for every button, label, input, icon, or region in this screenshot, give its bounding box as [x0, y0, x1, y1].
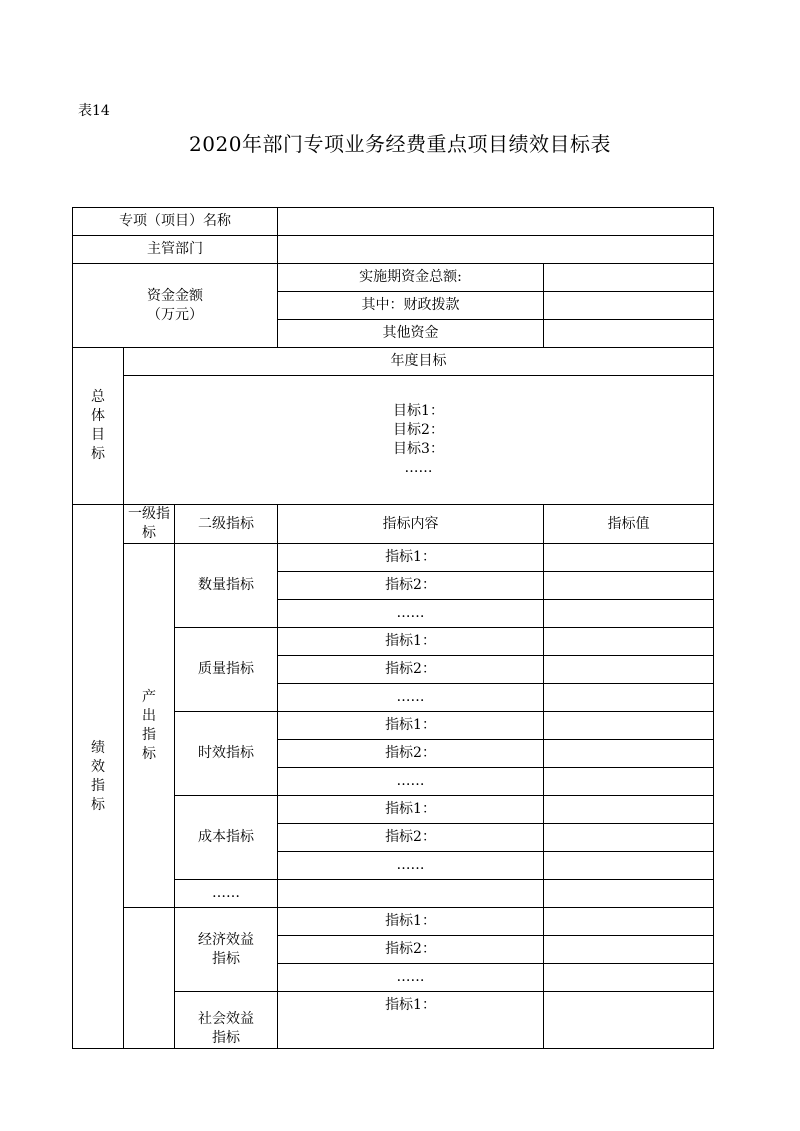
funds-total-value[interactable]	[544, 264, 714, 292]
indicator-item[interactable]: 指标2：	[278, 936, 544, 964]
funds-fiscal-label: 其中：财政拨款	[278, 292, 544, 320]
indicator-value[interactable]	[544, 852, 714, 880]
goal-line: 目标1：	[393, 403, 444, 419]
indicator-value[interactable]	[544, 964, 714, 992]
goal-line: 目标2：	[393, 422, 444, 438]
funds-total-label: 实施期资金总额:	[278, 264, 544, 292]
cost-indicator: 成本指标	[175, 796, 278, 880]
indicator-item[interactable]: 指标1：	[278, 628, 544, 656]
indicator-item[interactable]: 指标1：	[278, 992, 544, 1049]
performance-goal-table	[72, 207, 714, 1049]
output-indicator-label: 产 出 指 标	[124, 544, 175, 908]
indicator-value[interactable]	[544, 544, 714, 572]
indicator-item[interactable]: 指标1：	[278, 908, 544, 936]
indicator-item[interactable]: 指标2：	[278, 740, 544, 768]
goal-line: ……	[404, 460, 433, 476]
overall-goal-label: 总 体 目 标	[73, 348, 124, 505]
timeliness-indicator: 时效指标	[175, 712, 278, 796]
level2-header: 二级指标	[175, 505, 278, 544]
funds-other-label: 其他资金	[278, 320, 544, 348]
indicator-value[interactable]	[544, 712, 714, 740]
indicator-item[interactable]: 指标1：	[278, 712, 544, 740]
indicator-value[interactable]	[544, 796, 714, 824]
output-more: ……	[175, 880, 278, 908]
funds-other-value[interactable]	[544, 320, 714, 348]
indicator-value[interactable]	[544, 656, 714, 684]
indicator-item[interactable]: ……	[278, 964, 544, 992]
goal-line: 目标3：	[393, 441, 444, 457]
table-number: 表14	[78, 103, 110, 119]
funds-fiscal-value[interactable]	[544, 292, 714, 320]
social-benefit-indicator: 社会效益 指标	[175, 992, 278, 1049]
indicator-item[interactable]: ……	[278, 600, 544, 628]
indicator-item[interactable]: 指标1：	[278, 796, 544, 824]
indicator-item[interactable]: 指标2：	[278, 824, 544, 852]
indicator-value[interactable]	[544, 684, 714, 712]
project-name-value[interactable]	[278, 208, 714, 236]
benefit-indicator-label	[124, 908, 175, 1049]
project-name-label: 专项（项目）名称	[73, 208, 278, 236]
funds-label: 资金金额 （万元）	[73, 264, 278, 348]
department-value[interactable]	[278, 236, 714, 264]
value-header: 指标值	[544, 505, 714, 544]
indicator-item[interactable]: 指标2：	[278, 572, 544, 600]
annual-target-label: 年度目标	[124, 348, 714, 376]
form-viewport	[72, 207, 714, 1046]
indicator-value[interactable]	[544, 628, 714, 656]
level1-header: 一级指标	[124, 505, 175, 544]
indicator-item[interactable]: 指标1：	[278, 544, 544, 572]
indicator-value[interactable]	[544, 600, 714, 628]
quantity-indicator: 数量指标	[175, 544, 278, 628]
indicator-item[interactable]: ……	[278, 684, 544, 712]
content-header: 指标内容	[278, 505, 544, 544]
indicator-value[interactable]	[544, 740, 714, 768]
indicator-value[interactable]	[544, 936, 714, 964]
department-label: 主管部门	[73, 236, 278, 264]
page-title: 2020年部门专项业务经费重点项目绩效目标表	[189, 132, 611, 156]
indicator-item[interactable]: ……	[278, 852, 544, 880]
indicator-item[interactable]: 指标2：	[278, 656, 544, 684]
indicator-item[interactable]	[278, 880, 544, 908]
quality-indicator: 质量指标	[175, 628, 278, 712]
indicator-value[interactable]	[544, 908, 714, 936]
annual-goals-area[interactable]	[124, 376, 714, 505]
indicator-item[interactable]: ……	[278, 768, 544, 796]
indicator-value[interactable]	[544, 572, 714, 600]
indicator-value[interactable]	[544, 880, 714, 908]
performance-indicator-label: 绩 效 指 标	[73, 505, 124, 1049]
indicator-value[interactable]	[544, 768, 714, 796]
indicator-value[interactable]	[544, 992, 714, 1049]
economic-benefit-indicator: 经济效益 指标	[175, 908, 278, 992]
indicator-value[interactable]	[544, 824, 714, 852]
